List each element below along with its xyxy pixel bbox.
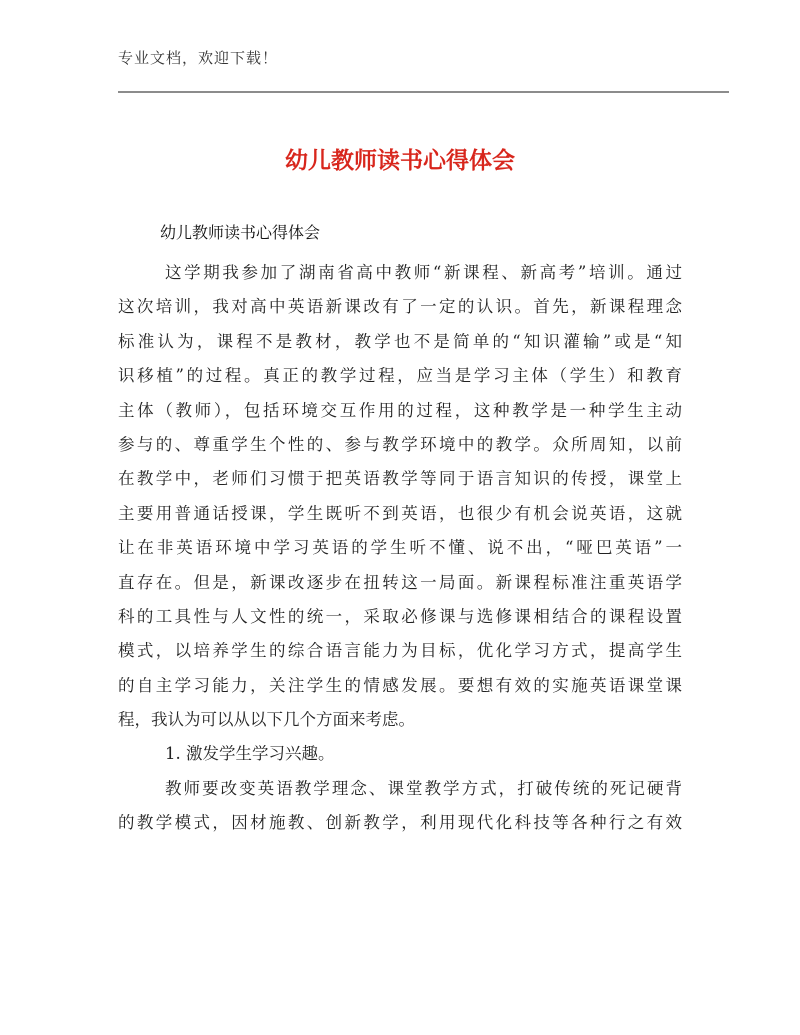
section-heading: 幼儿教师读书心得体会 <box>160 223 321 242</box>
text-line: 这学期我参加了湖南省高中教师“新课程、新高考”培训。通过 <box>165 263 682 282</box>
text-line: 标准认为，课程不是教材，教学也不是简单的“知识灌输”或是“知 <box>118 331 682 351</box>
body-text <box>118 256 682 841</box>
text-line: 主要用普通话授课，学生既听不到英语，也很少有机会说英语，这就 <box>118 503 682 523</box>
text-line: 教师要改变英语教学理念、课堂教学方式，打破传统的死记硬背 <box>165 778 682 798</box>
text-line: 直存在。但是，新课改逐步在扭转这一局面。新课程标准注重英语学 <box>118 572 682 592</box>
text-line: 程，我认为可以从以下几个方面来考虑。 <box>118 710 415 730</box>
text-line: 的教学模式，因材施教、创新教学，利用现代化科技等各种行之有效 <box>118 813 682 833</box>
text-line: 参与的、尊重学生个性的、参与教学环境中的教学。众所周知，以前 <box>118 434 682 454</box>
header-note: 专业文档，欢迎下载！ <box>118 49 279 67</box>
text-line: 的自主学习能力，关注学生的情感发展。要想有效的实施英语课堂课 <box>118 675 682 695</box>
text-line: 这次培训，我对高中英语新课改有了一定的认识。首先，新课程理念 <box>118 297 682 317</box>
text-line: 科的工具性与人文性的统一，采取必修课与选修课相结合的课程设置 <box>118 606 682 626</box>
text-line: 模式，以培养学生的综合语言能力为目标，优化学习方式，提高学生 <box>118 641 682 661</box>
header-divider <box>118 91 729 93</box>
text-line: 识移植”的过程。真正的教学过程，应当是学习主体（学生）和教育 <box>118 366 682 386</box>
text-line: 主体（教师），包括环境交互作用的过程，这种教学是一种学生主动 <box>118 400 682 420</box>
list-item: 1. 激发学生学习兴趣。 <box>165 744 335 764</box>
text-line: 在教学中，老师们习惯于把英语教学等同于语言知识的传授，课堂上 <box>118 469 682 489</box>
page-title: 幼儿教师读书心得体会 <box>285 148 515 174</box>
text-line: 让在非英语环境中学习英语的学生听不懂、说不出，“哑巴英语”一 <box>118 538 682 558</box>
